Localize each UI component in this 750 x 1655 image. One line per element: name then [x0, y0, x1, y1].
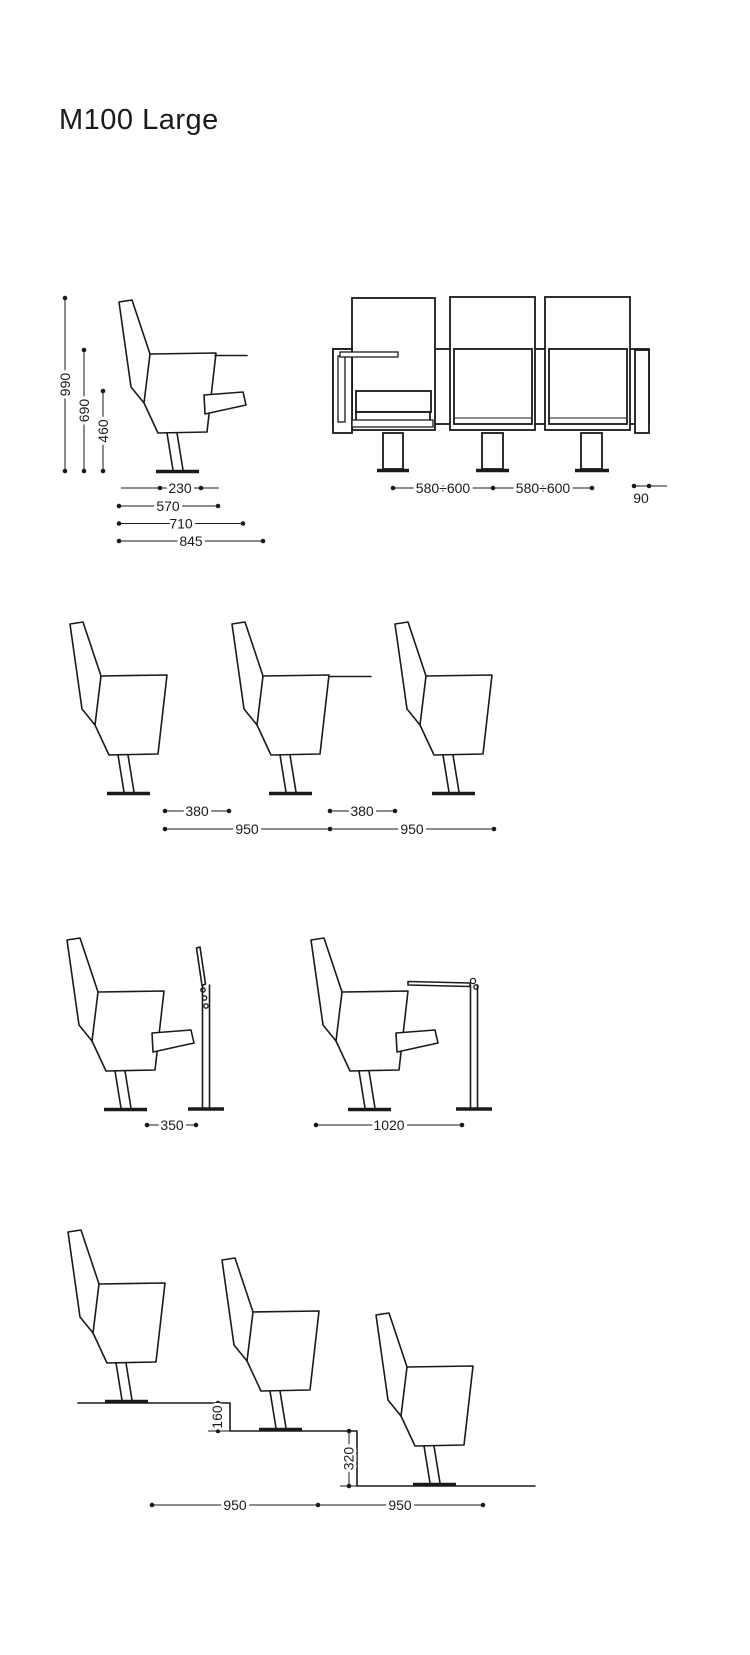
dim-tablet-closed [145, 1117, 199, 1133]
dim-tablet-open [314, 1117, 465, 1133]
dim-label-380-b: 380 [350, 803, 374, 819]
dim-label-690: 690 [76, 398, 92, 423]
dim-label-580-600-a: 580÷600 [415, 480, 471, 496]
chair-side-view [68, 1230, 165, 1402]
dim-label-950-b: 950 [400, 821, 424, 837]
hinge-icon [204, 1004, 208, 1008]
dim-label-1020: 1020 [373, 1117, 405, 1133]
dim-label-350: 350 [160, 1117, 184, 1133]
side-view-diagram [57, 296, 265, 549]
seat-down-cushion [356, 391, 431, 412]
seat-up-3 [549, 349, 627, 424]
dim-height-armrest [95, 389, 111, 474]
folded-tablet-blade [197, 947, 206, 986]
armrest [152, 1030, 194, 1052]
dim-label-710: 710 [169, 515, 193, 532]
end-panel-right [635, 350, 649, 433]
dim-pitch-2 [330, 821, 496, 837]
dim-width-foot [121, 480, 219, 496]
dim-label-580-600-b: 580÷600 [515, 480, 571, 496]
pedestal-3 [581, 433, 602, 469]
chair-side-view [311, 938, 408, 1110]
dim-label-950-d: 950 [388, 1497, 412, 1513]
dim-label-230: 230 [168, 480, 192, 496]
hinge-icon [470, 978, 475, 983]
chair-side-view [70, 622, 167, 794]
dim-riser-1 [209, 1401, 225, 1434]
dim-gap-1 [163, 803, 232, 819]
page-title: M100 Large [59, 104, 219, 136]
dim-step-pitch-2 [318, 1497, 485, 1513]
dim-label-160: 160 [209, 1405, 225, 1429]
front-view-diagram [333, 297, 667, 506]
chair-side-view [376, 1313, 473, 1485]
dim-depth-seat [117, 498, 221, 514]
armrest [204, 392, 246, 414]
chair-side-view [119, 300, 216, 472]
seat-up-2 [454, 349, 532, 424]
dim-gap-2 [328, 803, 398, 819]
dim-label-90: 90 [633, 490, 649, 506]
chair-side-view [395, 622, 492, 794]
dim-label-950-c: 950 [223, 1497, 247, 1513]
dim-pitch-1 [163, 821, 333, 837]
dim-label-460: 460 [95, 419, 111, 443]
dim-label-990: 990 [57, 372, 73, 397]
dim-step-pitch-1 [150, 1497, 321, 1513]
seat-bottom-strip [352, 420, 433, 427]
dim-end-panel [632, 484, 667, 506]
dim-depth-armrest [117, 516, 246, 532]
dim-height-tablet [76, 348, 92, 474]
dim-label-570: 570 [156, 498, 180, 514]
stowed-tablet-blade [340, 352, 398, 357]
chair-side-view [222, 1258, 319, 1430]
dim-height-overall [57, 296, 73, 474]
dim-label-380-a: 380 [185, 803, 209, 819]
tablet-post-closed [188, 947, 224, 1109]
dim-label-320: 320 [340, 1446, 357, 1471]
open-tablet-top [408, 982, 470, 987]
chair-side-view [232, 622, 329, 794]
tablet-diagram [67, 938, 492, 1133]
chair-side-view [67, 938, 164, 1110]
dim-label-845: 845 [179, 533, 203, 549]
dim-axis-spacing [391, 480, 595, 496]
pedestal-1 [383, 433, 403, 469]
dim-label-950-a: 950 [235, 821, 259, 837]
stowed-tablet-slot [338, 356, 345, 422]
dim-riser-2 [341, 1429, 357, 1489]
row-spacing-diagram [70, 622, 496, 837]
steps-diagram [68, 1230, 535, 1513]
armrest [396, 1030, 438, 1052]
dim-depth-overall [117, 533, 266, 549]
pedestal-2 [482, 433, 503, 469]
